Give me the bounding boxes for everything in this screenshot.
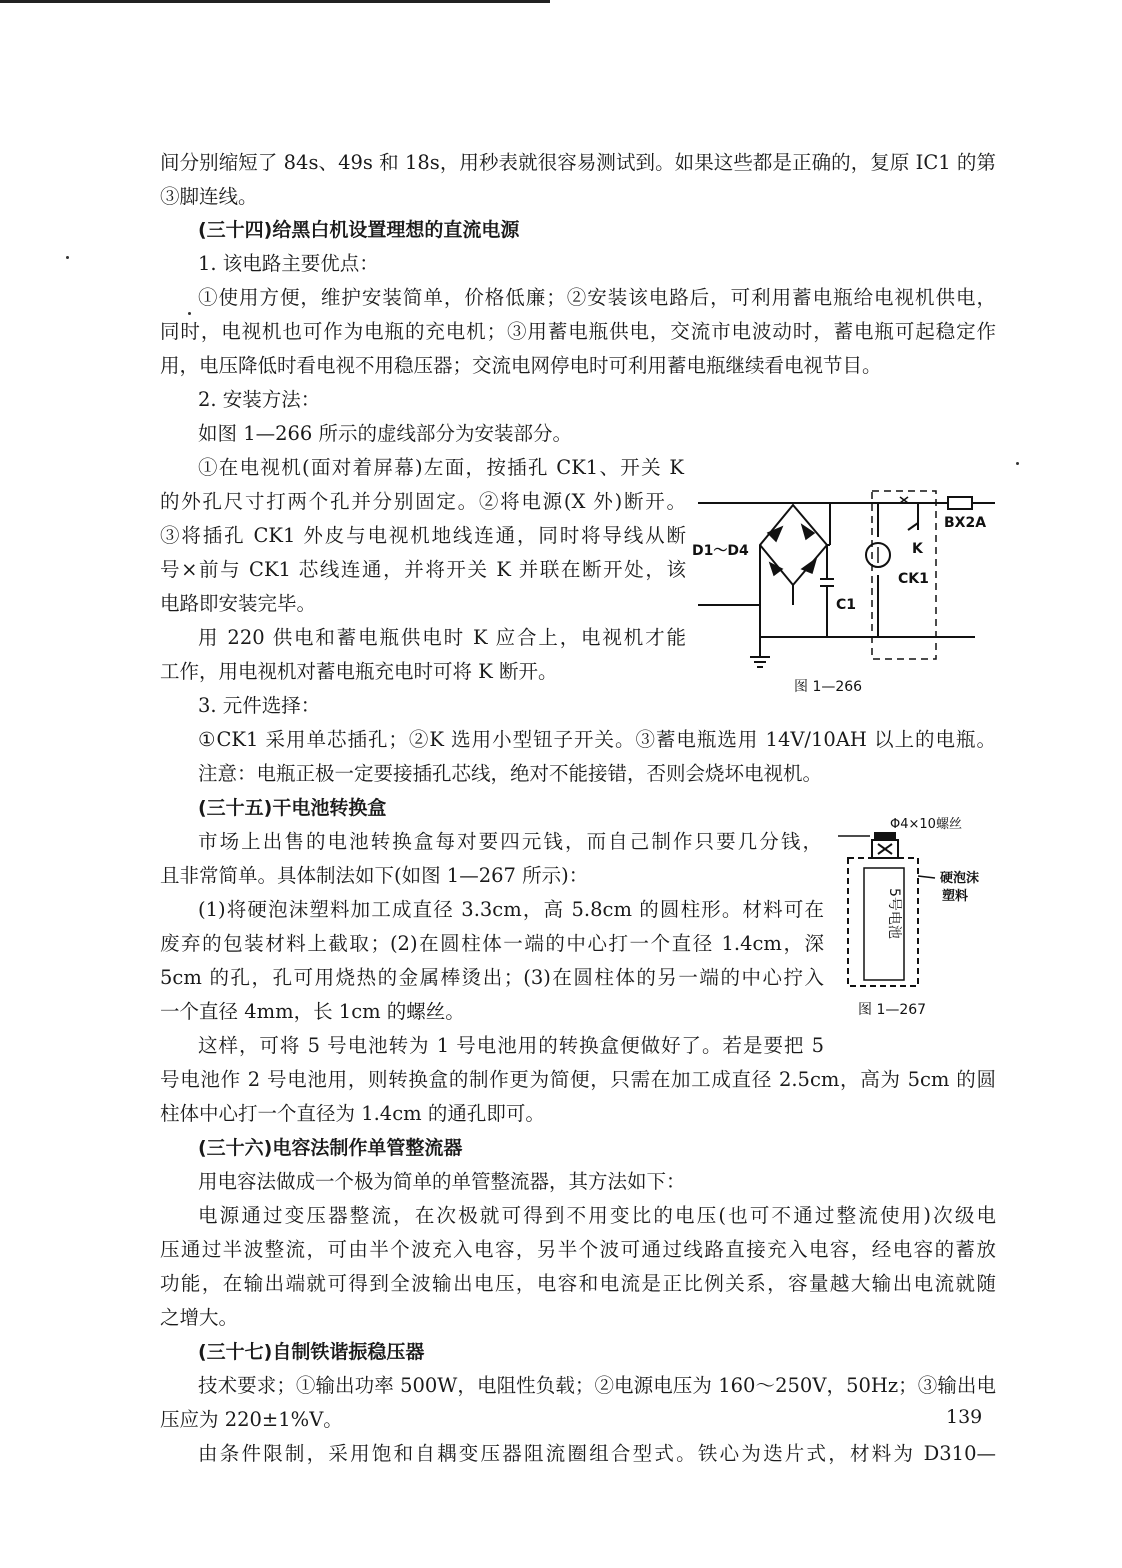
text-line: 柱体中心打一个直径为 1.4cm 的通孔即可。: [160, 1102, 545, 1125]
text-line: 同时，电视机也可作为电瓶的充电机；③用蓄电瓶供电，交流市电波动时，蓄电瓶可起稳定作: [160, 320, 996, 343]
text-line: 1. 该电路主要优点：: [198, 252, 379, 275]
text-line: 号×前与 CK1 芯线连通，并将开关 K 并联在断开处，该: [160, 558, 686, 581]
text-line: 间分别缩短了 84s、49s 和 18s，用秒表就很容易测试到。如果这些都是正确的，复原 IC1 的第: [160, 151, 996, 174]
text-line: 电路即安装完毕。: [160, 592, 317, 615]
text-line: 技术要求；①输出功率 500W，电阻性负载；②电源电压为 160～250V，50Hz；③输出电: [198, 1374, 996, 1397]
page-top-rule: [0, 0, 550, 3]
text-line: 这样，可将 5 号电池转为 1 号电池用的转换盒便做好了。若是要把 5: [198, 1034, 824, 1057]
section-heading: (三十四)给黑白机设置理想的直流电源: [198, 219, 520, 241]
scan-speck: [1016, 462, 1019, 465]
figure-1-267-converter: [830, 818, 1000, 1028]
text-line: 如图 1—266 所示的虚线部分为安装部分。: [198, 422, 573, 445]
fig266-caption: 图 1—266: [794, 679, 863, 695]
text-line: (1)将硬泡沫塑料加工成直径 3.3cm，高 5.8cm 的圆柱形。材料可在: [198, 898, 824, 921]
label-fuse: BX2A: [944, 515, 987, 531]
section-heading: (三十五)干电池转换盒: [198, 797, 387, 819]
text-line: 功能，在输出端就可得到全波输出电压，电容和电流是正比例关系，容量越大输出电流就随: [160, 1272, 996, 1295]
text-line: 压应为 220±1%V。: [160, 1408, 343, 1431]
text-line: 一个直径 4mm，长 1cm 的螺丝。: [160, 1000, 465, 1023]
section-heading: (三十七)自制铁谐振稳压器: [198, 1341, 425, 1363]
page-number: 139: [946, 1406, 983, 1428]
text-line: 的外孔尺寸打两个孔并分别固定。②将电源(X 外)断开。: [160, 490, 686, 513]
scan-speck: [188, 312, 191, 315]
text-line: ①在电视机(面对着屏幕)左面，按插孔 CK1、开关 K: [198, 456, 684, 479]
text-line: 号电池作 2 号电池用，则转换盒的制作更为简便，只需在加工成直径 2.5cm，高为 5cm 的圆: [160, 1068, 996, 1091]
text-line: ①CK1 采用单芯插孔；②K 选用小型钮子开关。③蓄电瓶选用 14V/10AH 以上的电瓶。: [198, 728, 996, 751]
text-line: 电源通过变压器整流，在次极就可得到不用变比的电压(也可不通过整流使用)次级电: [198, 1204, 996, 1227]
text-line: ③脚连线。: [160, 185, 258, 208]
scan-speck: [66, 256, 69, 259]
text-line: ①使用方便，维护安装简单，价格低廉；②安装该电路后，可利用蓄电瓶给电视机供电，: [198, 286, 996, 309]
label-screw: Φ4×10螺丝: [890, 817, 962, 832]
text-line: 2. 安装方法：: [198, 388, 321, 411]
text-line: 之增大。: [160, 1306, 239, 1329]
text-line: 废弃的包装材料上截取；(2)在圆柱体一端的中心打一个直径 1.4cm，深: [160, 932, 824, 955]
label-diodes: D1～D4: [692, 543, 749, 559]
label-capacitor: C1: [836, 597, 857, 613]
figure-1-266-circuit: [690, 485, 1010, 695]
label-switch: K: [912, 541, 923, 557]
section-heading: (三十六)电容法制作单管整流器: [198, 1137, 463, 1159]
label-battery: 5号电池: [886, 888, 902, 939]
text-line: 压通过半波整流，可由半个波充入电容，另半个波可通过线路直接充入电容，经电容的蓄放: [160, 1238, 996, 1261]
label-foam-1: 硬泡沫: [940, 871, 980, 886]
text-line: 由条件限制，采用饱和自耦变压器阻流圈组合型式。铁心为迭片式，材料为 D310—: [198, 1442, 996, 1465]
fig267-caption: 图 1—267: [858, 1002, 927, 1018]
text-line: ③将插孔 CK1 外皮与电视机地线连通，同时将导线从断: [160, 524, 686, 547]
text-line: 5cm 的孔，孔可用烧热的金属棒烫出；(3)在圆柱体的另一端的中心拧入: [160, 966, 824, 989]
text-line: 且非常简单。具体制法如下(如图 1—267 所示)：: [160, 864, 589, 887]
text-line: 用 220 供电和蓄电瓶供电时 K 应合上，电视机才能: [198, 626, 686, 649]
label-foam-2: 塑料: [942, 889, 969, 904]
text-line: 市场上出售的电池转换盒每对要四元钱，而自己制作只要几分钱，: [198, 830, 822, 853]
text-line: 用电容法做成一个极为简单的单管整流器，其方法如下：: [198, 1170, 686, 1193]
text-line: 3. 元件选择：: [198, 694, 321, 717]
label-jack: CK1: [898, 571, 929, 587]
text-line: 注意：电瓶正极一定要接插孔芯线，绝对不能接错，否则会烧坏电视机。: [198, 762, 823, 785]
text-line: 工作，用电视机对蓄电瓶充电时可将 K 断开。: [160, 660, 558, 683]
text-line: 用，电压降低时看电视不用稳压器；交流电网停电时可利用蓄电瓶继续看电视节目。: [160, 354, 882, 377]
